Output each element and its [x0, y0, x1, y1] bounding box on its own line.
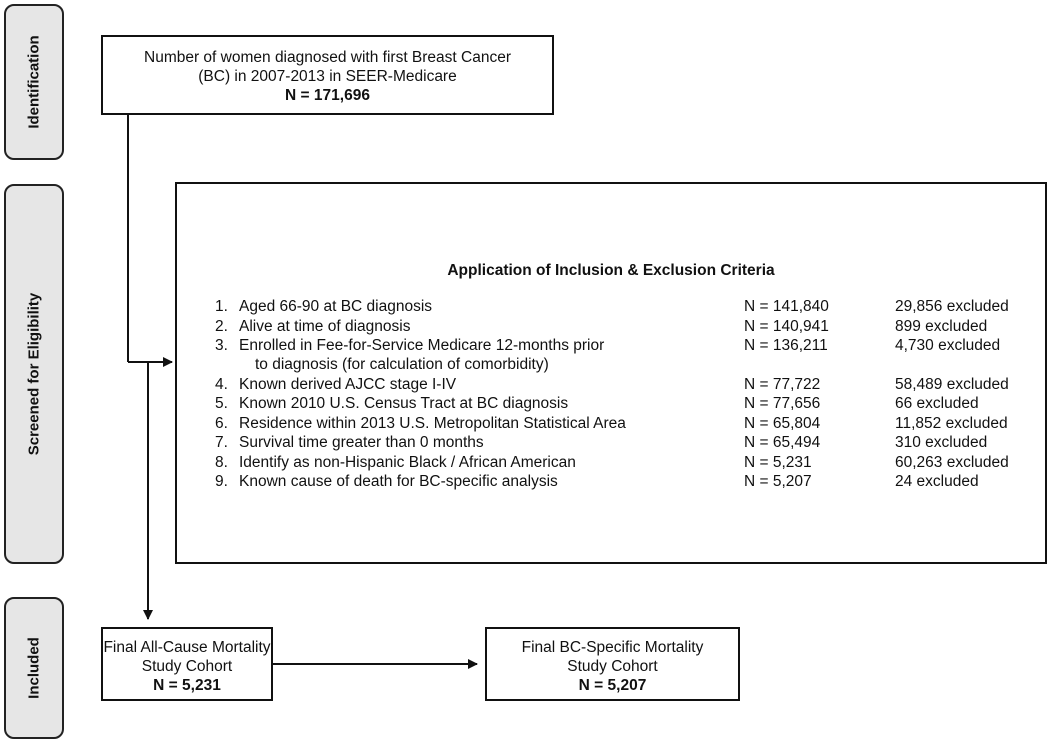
criteria-n: N = 65,804	[744, 415, 821, 432]
criteria-text: Known cause of death for BC-specific analysis	[239, 473, 558, 490]
criteria-text: Enrolled in Fee-for-Service Medicare 12-months prior	[239, 337, 605, 354]
criteria-num: 3.	[215, 337, 228, 354]
criteria-excluded: 899 excluded	[895, 318, 988, 335]
criteria-text: Identify as non-Hispanic Black / African American	[239, 454, 576, 471]
criteria-n: N = 5,231	[744, 454, 812, 471]
criteria-excluded: 58,489 excluded	[895, 376, 1009, 393]
criteria-text: Residence within 2013 U.S. Metropolitan Statistical Area	[239, 415, 626, 432]
criteria-title: Application of Inclusion & Exclusion Criteria	[447, 262, 775, 279]
criteria-num: 8.	[215, 454, 228, 471]
bc-specific-count: N = 5,207	[578, 677, 647, 694]
criteria-n: N = 5,207	[744, 473, 812, 490]
criteria-text: Known 2010 U.S. Census Tract at BC diagnosis	[239, 395, 569, 412]
criteria-n: N = 140,941	[744, 318, 829, 335]
criteria-num: 9.	[215, 473, 228, 490]
stage-screened-label: Screened for Eligibility	[25, 292, 43, 456]
criteria-num: 5.	[215, 395, 228, 412]
identification-box	[101, 35, 554, 115]
stage-identification-label: Identification	[25, 35, 43, 129]
identification-count: N = 171,696	[285, 87, 370, 104]
criteria-excluded: 66 excluded	[895, 395, 979, 412]
criteria-excluded: 310 excluded	[895, 434, 988, 451]
identification-line2: (BC) in 2007-2013 in SEER-Medicare	[198, 68, 457, 85]
all-cause-line2: Study Cohort	[141, 658, 233, 675]
criteria-text-continuation: to diagnosis (for calculation of comorbidity)	[255, 356, 549, 373]
criteria-text: Survival time greater than 0 months	[239, 434, 484, 451]
all-cause-count: N = 5,231	[153, 677, 221, 694]
criteria-num: 2.	[215, 318, 228, 335]
criteria-num: 6.	[215, 415, 228, 432]
criteria-num: 1.	[215, 298, 228, 315]
criteria-excluded: 24 excluded	[895, 473, 979, 490]
criteria-text: Known derived AJCC stage I-IV	[239, 376, 457, 393]
bc-specific-line1: Final BC-Specific Mortality	[521, 639, 704, 656]
criteria-n: N = 77,722	[744, 376, 821, 393]
criteria-text: Aged 66-90 at BC diagnosis	[239, 298, 433, 315]
bc-specific-cohort-box	[485, 627, 740, 701]
bc-specific-line2: Study Cohort	[567, 658, 658, 675]
stage-included-label: Included	[25, 637, 43, 699]
criteria-excluded: 60,263 excluded	[895, 454, 1009, 471]
criteria-text: Alive at time of diagnosis	[239, 318, 411, 335]
criteria-n: N = 141,840	[744, 298, 829, 315]
criteria-n: N = 65,494	[744, 434, 821, 451]
identification-line1: Number of women diagnosed with first Breast Cancer	[144, 49, 511, 66]
criteria-num: 4.	[215, 376, 228, 393]
criteria-excluded: 11,852 excluded	[895, 415, 1008, 432]
criteria-n: N = 136,211	[744, 337, 828, 354]
criteria-excluded: 4,730 excluded	[895, 337, 1001, 354]
criteria-excluded: 29,856 excluded	[895, 298, 1009, 315]
criteria-n: N = 77,656	[744, 395, 821, 412]
criteria-box	[175, 182, 1047, 564]
criteria-num: 7.	[215, 434, 228, 451]
all-cause-cohort-box	[101, 627, 273, 701]
all-cause-line1: Final All-Cause Mortality	[103, 639, 271, 656]
